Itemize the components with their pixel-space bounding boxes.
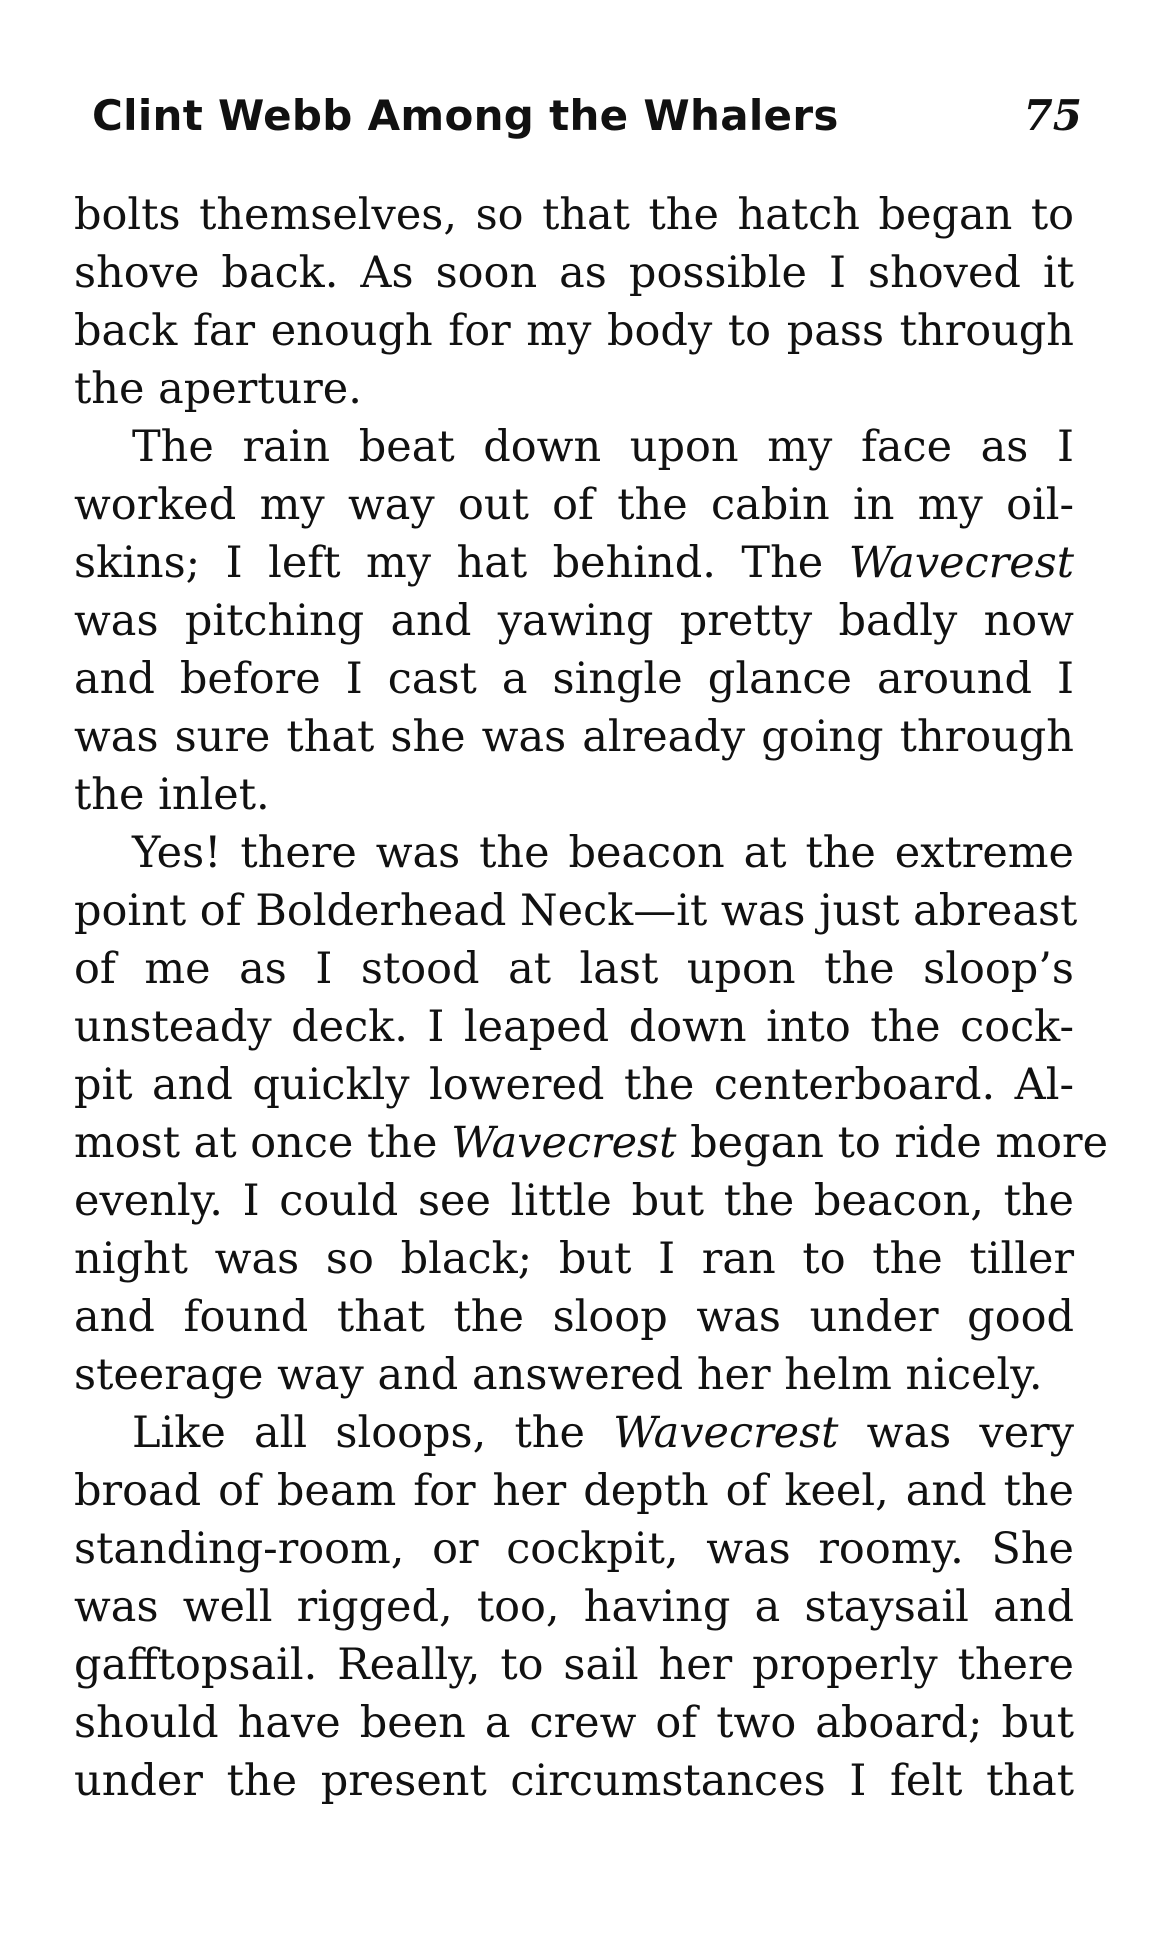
running-head (92, 88, 1082, 148)
text-line: and found that the sloop was under good (74, 1292, 1074, 1342)
paragraph-3 (74, 824, 1109, 1404)
text-line: unsteady deck. I leaped down into the cock- (74, 1002, 1074, 1052)
running-title: Clint Webb Among the Whalers (92, 91, 839, 140)
text-line: worked my way out of the cabin in my oil- (74, 480, 1074, 530)
text-line: of me as I stood at last upon the sloop’s (74, 944, 1074, 994)
text-line: was well rigged, too, having a staysail and (74, 1582, 1074, 1632)
text-line: The rain beat down upon my face as I (132, 422, 1074, 472)
text-line: back far enough for my body to pass through (74, 306, 1074, 356)
text-line: the inlet. (74, 770, 270, 820)
text-line: steerage way and answered her helm nicely. (74, 1350, 1043, 1400)
text-segment: most at once the (74, 1118, 452, 1168)
text-line (74, 534, 1074, 592)
body-text (74, 186, 1109, 1810)
text-line: point of Bolderhead Neck—it was just abreast (74, 886, 1078, 936)
text-segment: began to ride more (676, 1118, 1109, 1168)
text-line: evenly. I could see little but the beacon, the (74, 1176, 1074, 1226)
ship-name: Wavecrest (848, 538, 1074, 588)
text-line: Yes! there was the beacon at the extreme (132, 828, 1074, 878)
text-line: gafftopsail. Really, to sail her properly there (74, 1640, 1074, 1690)
ship-name: Wavecrest (451, 1118, 677, 1168)
text-line: the aperture. (74, 364, 362, 414)
text-line (74, 1114, 1109, 1172)
text-line: broad of beam for her depth of keel, and the (74, 1466, 1074, 1516)
paragraph-1 (74, 186, 1074, 418)
text-line: under the present circumstances I felt that (74, 1756, 1074, 1806)
text-line: bolts themselves, so that the hatch began to (74, 190, 1074, 240)
paragraph-2 (74, 418, 1074, 824)
text-segment: Like all sloops, the (132, 1408, 614, 1458)
text-line: standing-room, or cockpit, was roomy. She (74, 1524, 1074, 1574)
text-line: and before I cast a single glance around I (74, 654, 1074, 704)
ship-name: Wavecrest (613, 1408, 839, 1458)
text-line: was sure that she was already going through (74, 712, 1074, 762)
paragraph-4 (74, 1404, 1074, 1810)
text-line: shove back. As soon as possible I shoved it (74, 248, 1074, 298)
text-segment: was very (838, 1408, 1074, 1458)
text-segment: skins; I left my hat behind. The (74, 538, 849, 588)
text-line: pit and quickly lowered the centerboard. Al- (74, 1060, 1074, 1110)
text-line (74, 1404, 1074, 1462)
text-line: should have been a crew of two aboard; but (74, 1698, 1074, 1748)
page-number: 75 (1023, 91, 1082, 140)
text-line: night was so black; but I ran to the tiller (74, 1234, 1074, 1284)
text-line: was pitching and yawing pretty badly now (74, 596, 1074, 646)
